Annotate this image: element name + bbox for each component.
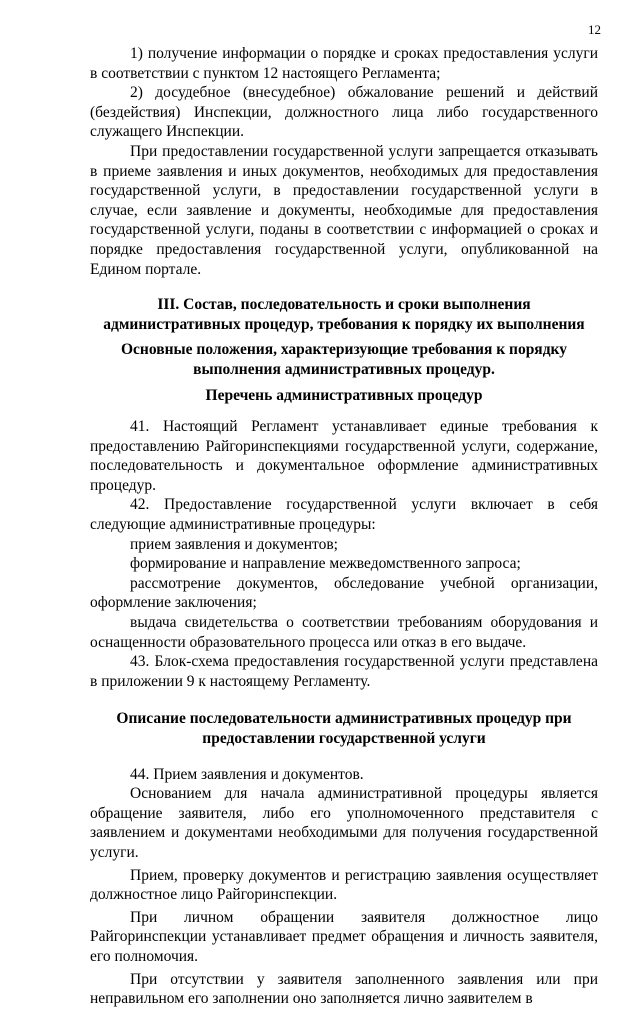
- paragraph-42: 42. Предоставление государственной услуги включает в себя следующие административные процедуры:: [90, 496, 598, 534]
- paragraph: Прием, проверку документов и регистрацию заявления осуществляет должностное лицо Райгоринспекции.: [90, 866, 598, 904]
- document-body: [90, 44, 598, 1009]
- section-title: III. Состав, последовательность и сроки выполнения административных процедур, требования к порядку их выполнения: [103, 296, 585, 333]
- list-item: формирование и направление межведомственного запроса;: [130, 555, 521, 573]
- subsection-title: Основные положения, характеризующие требования к порядку выполнения административных процедур.: [121, 341, 567, 378]
- paragraph: 2) досудебное (внесудебное) обжалование решений и действий (бездействия) Инспекции, должностного лица либо государственного служащего Инспекции.: [90, 84, 598, 141]
- paragraph: При личном обращении заявителя должностное лицо Райгоринспекции устанавливает предмет обращения и личность заявителя, его полномочия.: [90, 908, 598, 965]
- paragraph: При отсутствии у заявителя заполненного заявления или при неправильном его заполнении оно заполняется лично заявителем в: [90, 970, 598, 1008]
- paragraph-41: 41. Настоящий Регламент устанавливает единые требования к предоставлению Райгоринспекциями государственной услуги, содержание, последовательность и документальное оформление административных процедур.: [90, 418, 598, 494]
- paragraph-43: 43. Блок-схема предоставления государственной услуги представлена в приложении 9 к настоящему Регламенту.: [90, 653, 598, 690]
- page-number: 12: [588, 22, 601, 37]
- paragraph: При предоставлении государственной услуги запрещается отказывать в приеме заявления и иных документов, необходимых для предоставления государственной услуги, в предоставлении государственной услуги в случае, если заявление и документы, необходимые для предоставления государственной услуги, поданы в соответствии с информацией о сроках и порядке предоставления государственной услуги, опубликованной на Едином портале.: [90, 142, 598, 278]
- description-title: Описание последовательности административных процедур при предоставлении государственной услуги: [116, 710, 572, 747]
- paragraph-44: 44. Прием заявления и документов.: [130, 765, 364, 783]
- paragraph: 1) получение информации о порядке и сроках предоставления услуги в соответствии с пунктом 12 настоящего Регламента;: [90, 45, 598, 82]
- list-title: Перечень административных процедур: [205, 386, 483, 404]
- paragraph: Основанием для начала административной процедуры является обращение заявителя, либо его уполномоченного представителя с заявлением и документами необходимыми для получения государственной услуги.: [90, 785, 598, 861]
- list-item: рассмотрение документов, обследование учебной организации, оформление заключения;: [90, 574, 598, 612]
- list-item: выдача свидетельства о соответствии требованиям оборудования и оснащенности образовательного процесса или отказ в его выдаче.: [90, 614, 598, 651]
- list-item: прием заявления и документов;: [130, 535, 338, 553]
